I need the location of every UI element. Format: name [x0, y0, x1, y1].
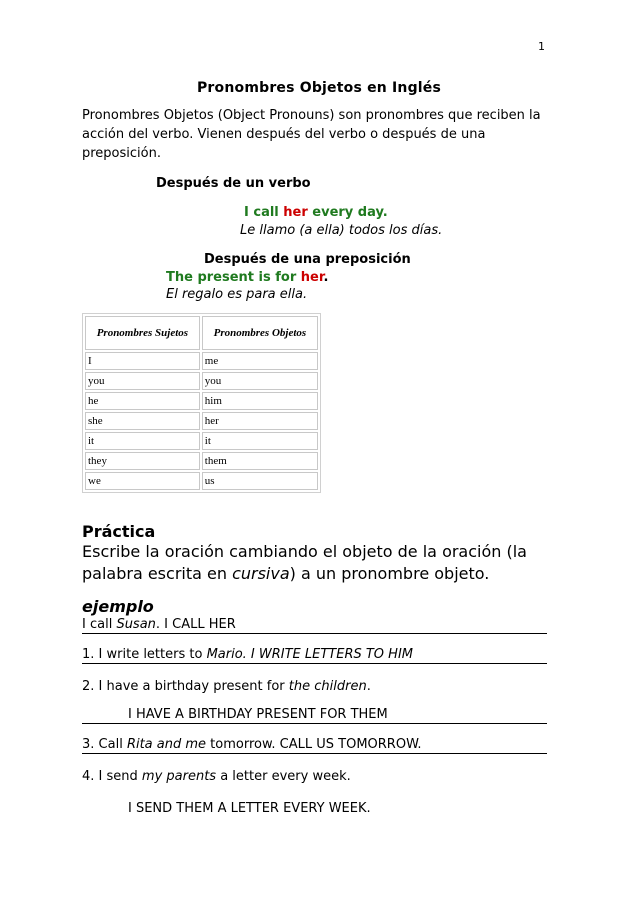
- header-object-pronouns: Pronombres Objetos: [202, 316, 318, 350]
- line-italic: Susan: [116, 617, 156, 632]
- subject-cell: he: [85, 392, 200, 410]
- example-text: I call: [244, 205, 284, 220]
- example-pronoun: her: [300, 270, 324, 285]
- object-cell: him: [202, 392, 318, 410]
- exercise-1: [82, 647, 547, 664]
- line-text: 4. I send: [82, 769, 142, 784]
- subject-cell: you: [85, 372, 200, 390]
- table-row: [85, 452, 318, 470]
- example-line: [82, 617, 547, 634]
- after-prep-translation: El regalo es para ella.: [166, 287, 308, 302]
- example-text: The present is for: [166, 270, 301, 285]
- example-text-end: .: [323, 270, 329, 285]
- subject-cell: we: [85, 472, 200, 490]
- page-title: Pronombres Objetos en Inglés: [196, 80, 442, 96]
- example-text-end: every day.: [307, 205, 388, 220]
- exercise-4: [82, 769, 351, 785]
- page-number: 1: [538, 40, 545, 53]
- line-answer: tomorrow. CALL US TOMORROW.: [206, 737, 422, 752]
- line-text: 1. I write letters to: [82, 647, 207, 662]
- line-answer: . I CALL HER: [155, 617, 236, 632]
- instruction-text-end: ) a un pronombre objeto.: [289, 564, 490, 583]
- line-answer: I HAVE A BIRTHDAY PRESENT FOR THEM: [128, 707, 388, 722]
- table-row: [85, 412, 318, 430]
- subject-cell: I: [85, 352, 200, 370]
- subject-cell: they: [85, 452, 200, 470]
- object-cell: it: [202, 432, 318, 450]
- object-cell: me: [202, 352, 318, 370]
- object-cell: you: [202, 372, 318, 390]
- object-cell: them: [202, 452, 318, 470]
- table-row: [85, 392, 318, 410]
- line-italic: Mario. I WRITE LETTERS TO HIM: [206, 647, 413, 662]
- table-row: [85, 472, 318, 490]
- table-header-row: [85, 316, 318, 350]
- practice-heading: Práctica: [82, 522, 156, 541]
- instruction-text: Escribe la oración cambiando el objeto de la oración (la palabra escrita en: [82, 542, 527, 583]
- line-italic: my parents: [141, 769, 217, 784]
- line-text: I call: [82, 617, 117, 632]
- exercise-4-answer: I SEND THEM A LETTER EVERY WEEK.: [128, 801, 371, 816]
- exercise-3: [82, 737, 547, 754]
- example-pronoun: her: [283, 205, 308, 220]
- table-row: [85, 352, 318, 370]
- pronoun-table: [82, 313, 321, 493]
- after-prep-example: [166, 270, 328, 285]
- line-italic: the children: [288, 679, 367, 694]
- example-heading: ejemplo: [82, 597, 154, 616]
- line-text-end: a letter every week.: [216, 769, 351, 784]
- practice-instructions: [82, 541, 562, 585]
- exercise-2: [82, 679, 371, 695]
- subject-cell: she: [85, 412, 200, 430]
- line-italic: Rita and me: [126, 737, 207, 752]
- exercise-2-answer-line: [82, 707, 547, 724]
- after-verb-example: [244, 205, 388, 220]
- subject-cell: it: [85, 432, 200, 450]
- line-text-end: .: [366, 679, 371, 694]
- line-text: 2. I have a birthday present for: [82, 679, 289, 694]
- line-text: 3. Call: [82, 737, 127, 752]
- after-verb-translation: Le llamo (a ella) todos los días.: [240, 223, 443, 238]
- object-cell: us: [202, 472, 318, 490]
- header-subject-pronouns: Pronombres Sujetos: [85, 316, 200, 350]
- intro-paragraph: Pronombres Objetos (Object Pronouns) son pronombres que reciben la acción del verbo. Vienen después del verbo o después de una preposición.: [82, 108, 541, 161]
- object-cell: her: [202, 412, 318, 430]
- table-row: [85, 372, 318, 390]
- after-verb-heading: Después de un verbo: [156, 176, 311, 191]
- after-prep-heading: Después de una preposición: [204, 252, 411, 267]
- table-row: [85, 432, 318, 450]
- instruction-italic: cursiva: [232, 564, 290, 583]
